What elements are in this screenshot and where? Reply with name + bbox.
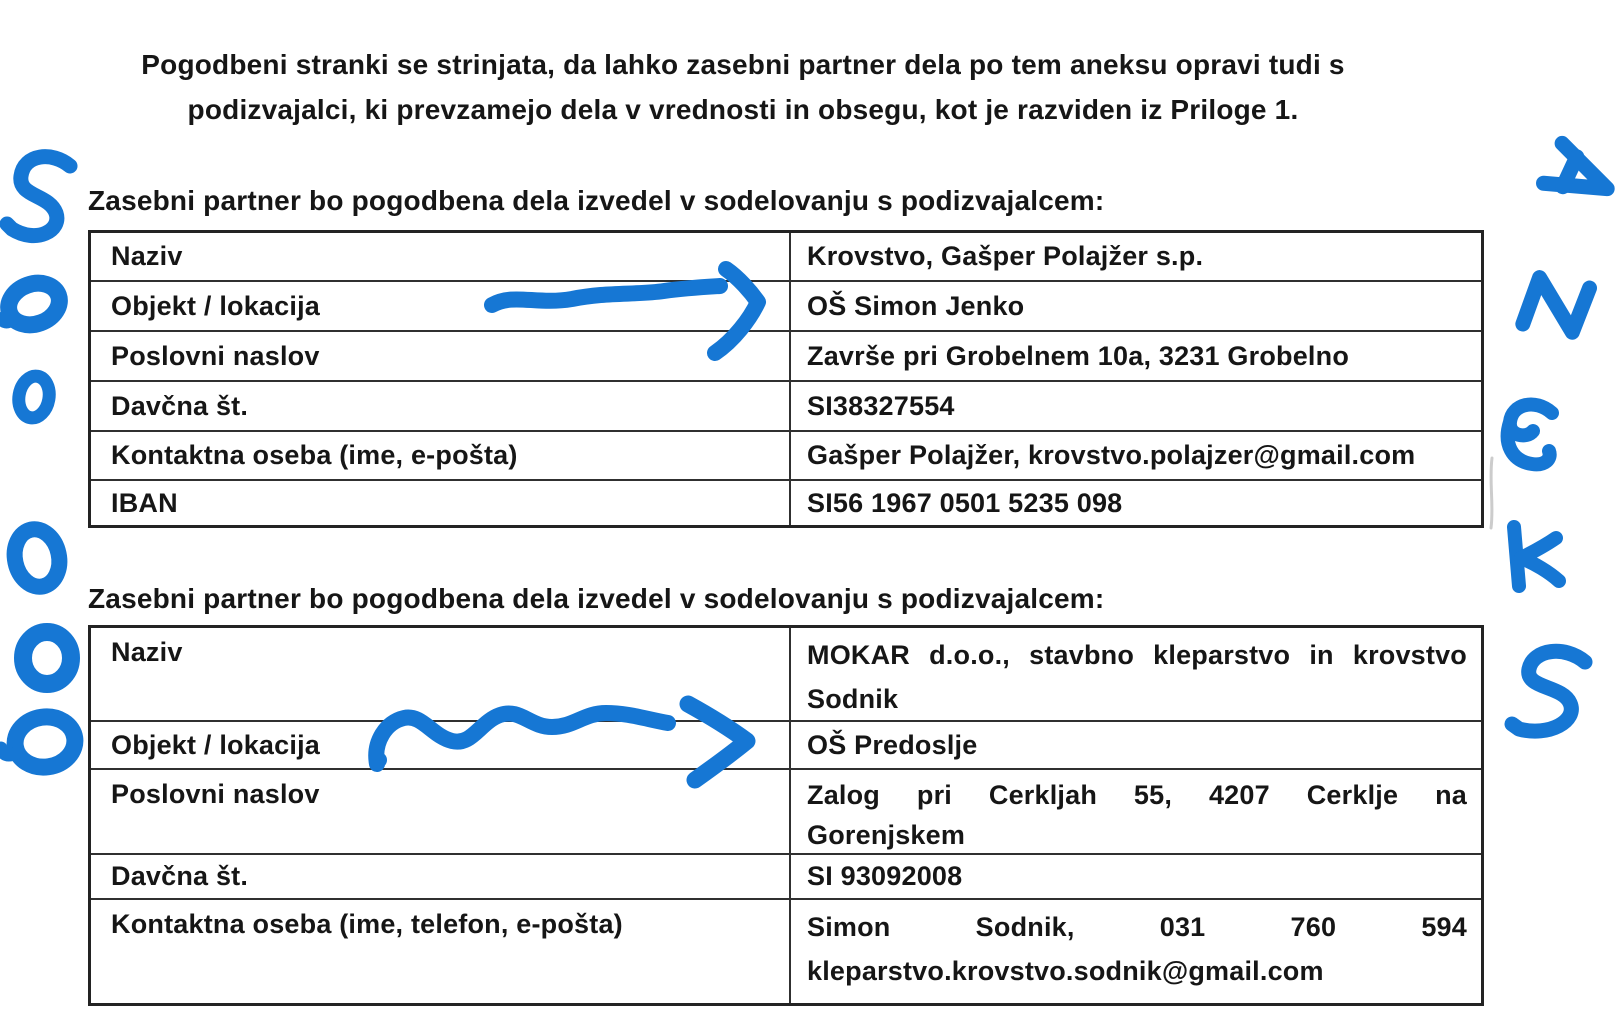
row-label: Davčna št. <box>91 853 791 898</box>
intro-paragraph <box>78 42 1408 132</box>
row-value: Gašper Polajžer, krovstvo.polajzer@gmail.com <box>791 430 1481 479</box>
row-label: Poslovni naslov <box>91 330 791 380</box>
section-heading-2: Zasebni partner bo pogodbena dela izvedel v sodelovanju s podizvajalcem: <box>88 583 1105 614</box>
row-value: SI 93092008 <box>791 853 1481 898</box>
handwritten-digit-0-4 <box>23 632 71 684</box>
row-value: OŠ Simon Jenko <box>791 280 1481 330</box>
handwritten-letter-n <box>1523 275 1590 338</box>
subcontractor-table-2 <box>88 625 1484 1006</box>
row-value <box>791 768 1481 853</box>
row-value-line-2: Gorenjskem <box>807 820 966 850</box>
handwritten-letter-a <box>1544 143 1617 208</box>
row-value <box>791 628 1481 720</box>
row-label: Kontaktna oseba (ime, telefon, e-pošta) <box>91 898 791 1003</box>
handwritten-letter-e <box>1508 404 1552 464</box>
handwritten-digit-0-3 <box>9 525 64 591</box>
handwritten-letter-s <box>1512 651 1585 731</box>
intro-line-2: podizvajalci, ki prevzamejo dela v vrednosti in obsegu, kot je razviden iz Priloge 1. <box>187 94 1299 125</box>
handwritten-digit-0-2 <box>16 374 53 421</box>
scan-artifact-line <box>1491 458 1492 528</box>
row-value-line-1: Simon Sodnik, 031 760 594 <box>807 912 1467 942</box>
row-value: Završe pri Grobelnem 10a, 3231 Grobelno <box>791 330 1481 380</box>
section-heading-1: Zasebni partner bo pogodbena dela izvedel v sodelovanju s podizvajalcem: <box>88 185 1105 216</box>
handwritten-digit-5 <box>7 157 70 236</box>
row-value-line-2: Sodnik <box>807 684 899 714</box>
row-value: SI56 1967 0501 5235 098 <box>791 479 1481 525</box>
row-value: OŠ Predoslje <box>791 720 1481 768</box>
handwritten-letter-k <box>1514 527 1559 586</box>
row-label: Objekt / lokacija <box>91 720 791 768</box>
row-value: SI38327554 <box>791 380 1481 430</box>
intro-line-1: Pogodbeni stranki se strinjata, da lahko zasebni partner dela po tem aneksu opravi tudi s <box>141 49 1345 80</box>
row-value-line-1: Zalog pri Cerkljah 55, 4207 Cerklje na <box>807 780 1467 810</box>
row-label: Naziv <box>91 628 791 720</box>
row-label: IBAN <box>91 479 791 525</box>
row-value-line-1: MOKAR d.o.o., stavbno kleparstvo in krovstvo <box>807 640 1467 670</box>
handwritten-digit-0-1 <box>1 276 65 331</box>
subcontractor-table-1 <box>88 230 1484 528</box>
row-label: Davčna št. <box>91 380 791 430</box>
row-label: Naziv <box>91 233 791 280</box>
row-value <box>791 898 1481 1003</box>
row-value-line-2: kleparstvo.krovstvo.sodnik@gmail.com <box>807 956 1324 986</box>
row-label: Poslovni naslov <box>91 768 791 853</box>
row-label: Objekt / lokacija <box>91 280 791 330</box>
row-value: Krovstvo, Gašper Polajžer s.p. <box>807 241 1204 271</box>
handwritten-digit-0-5 <box>1 713 78 771</box>
row-label: Kontaktna oseba (ime, e-pošta) <box>91 430 791 479</box>
